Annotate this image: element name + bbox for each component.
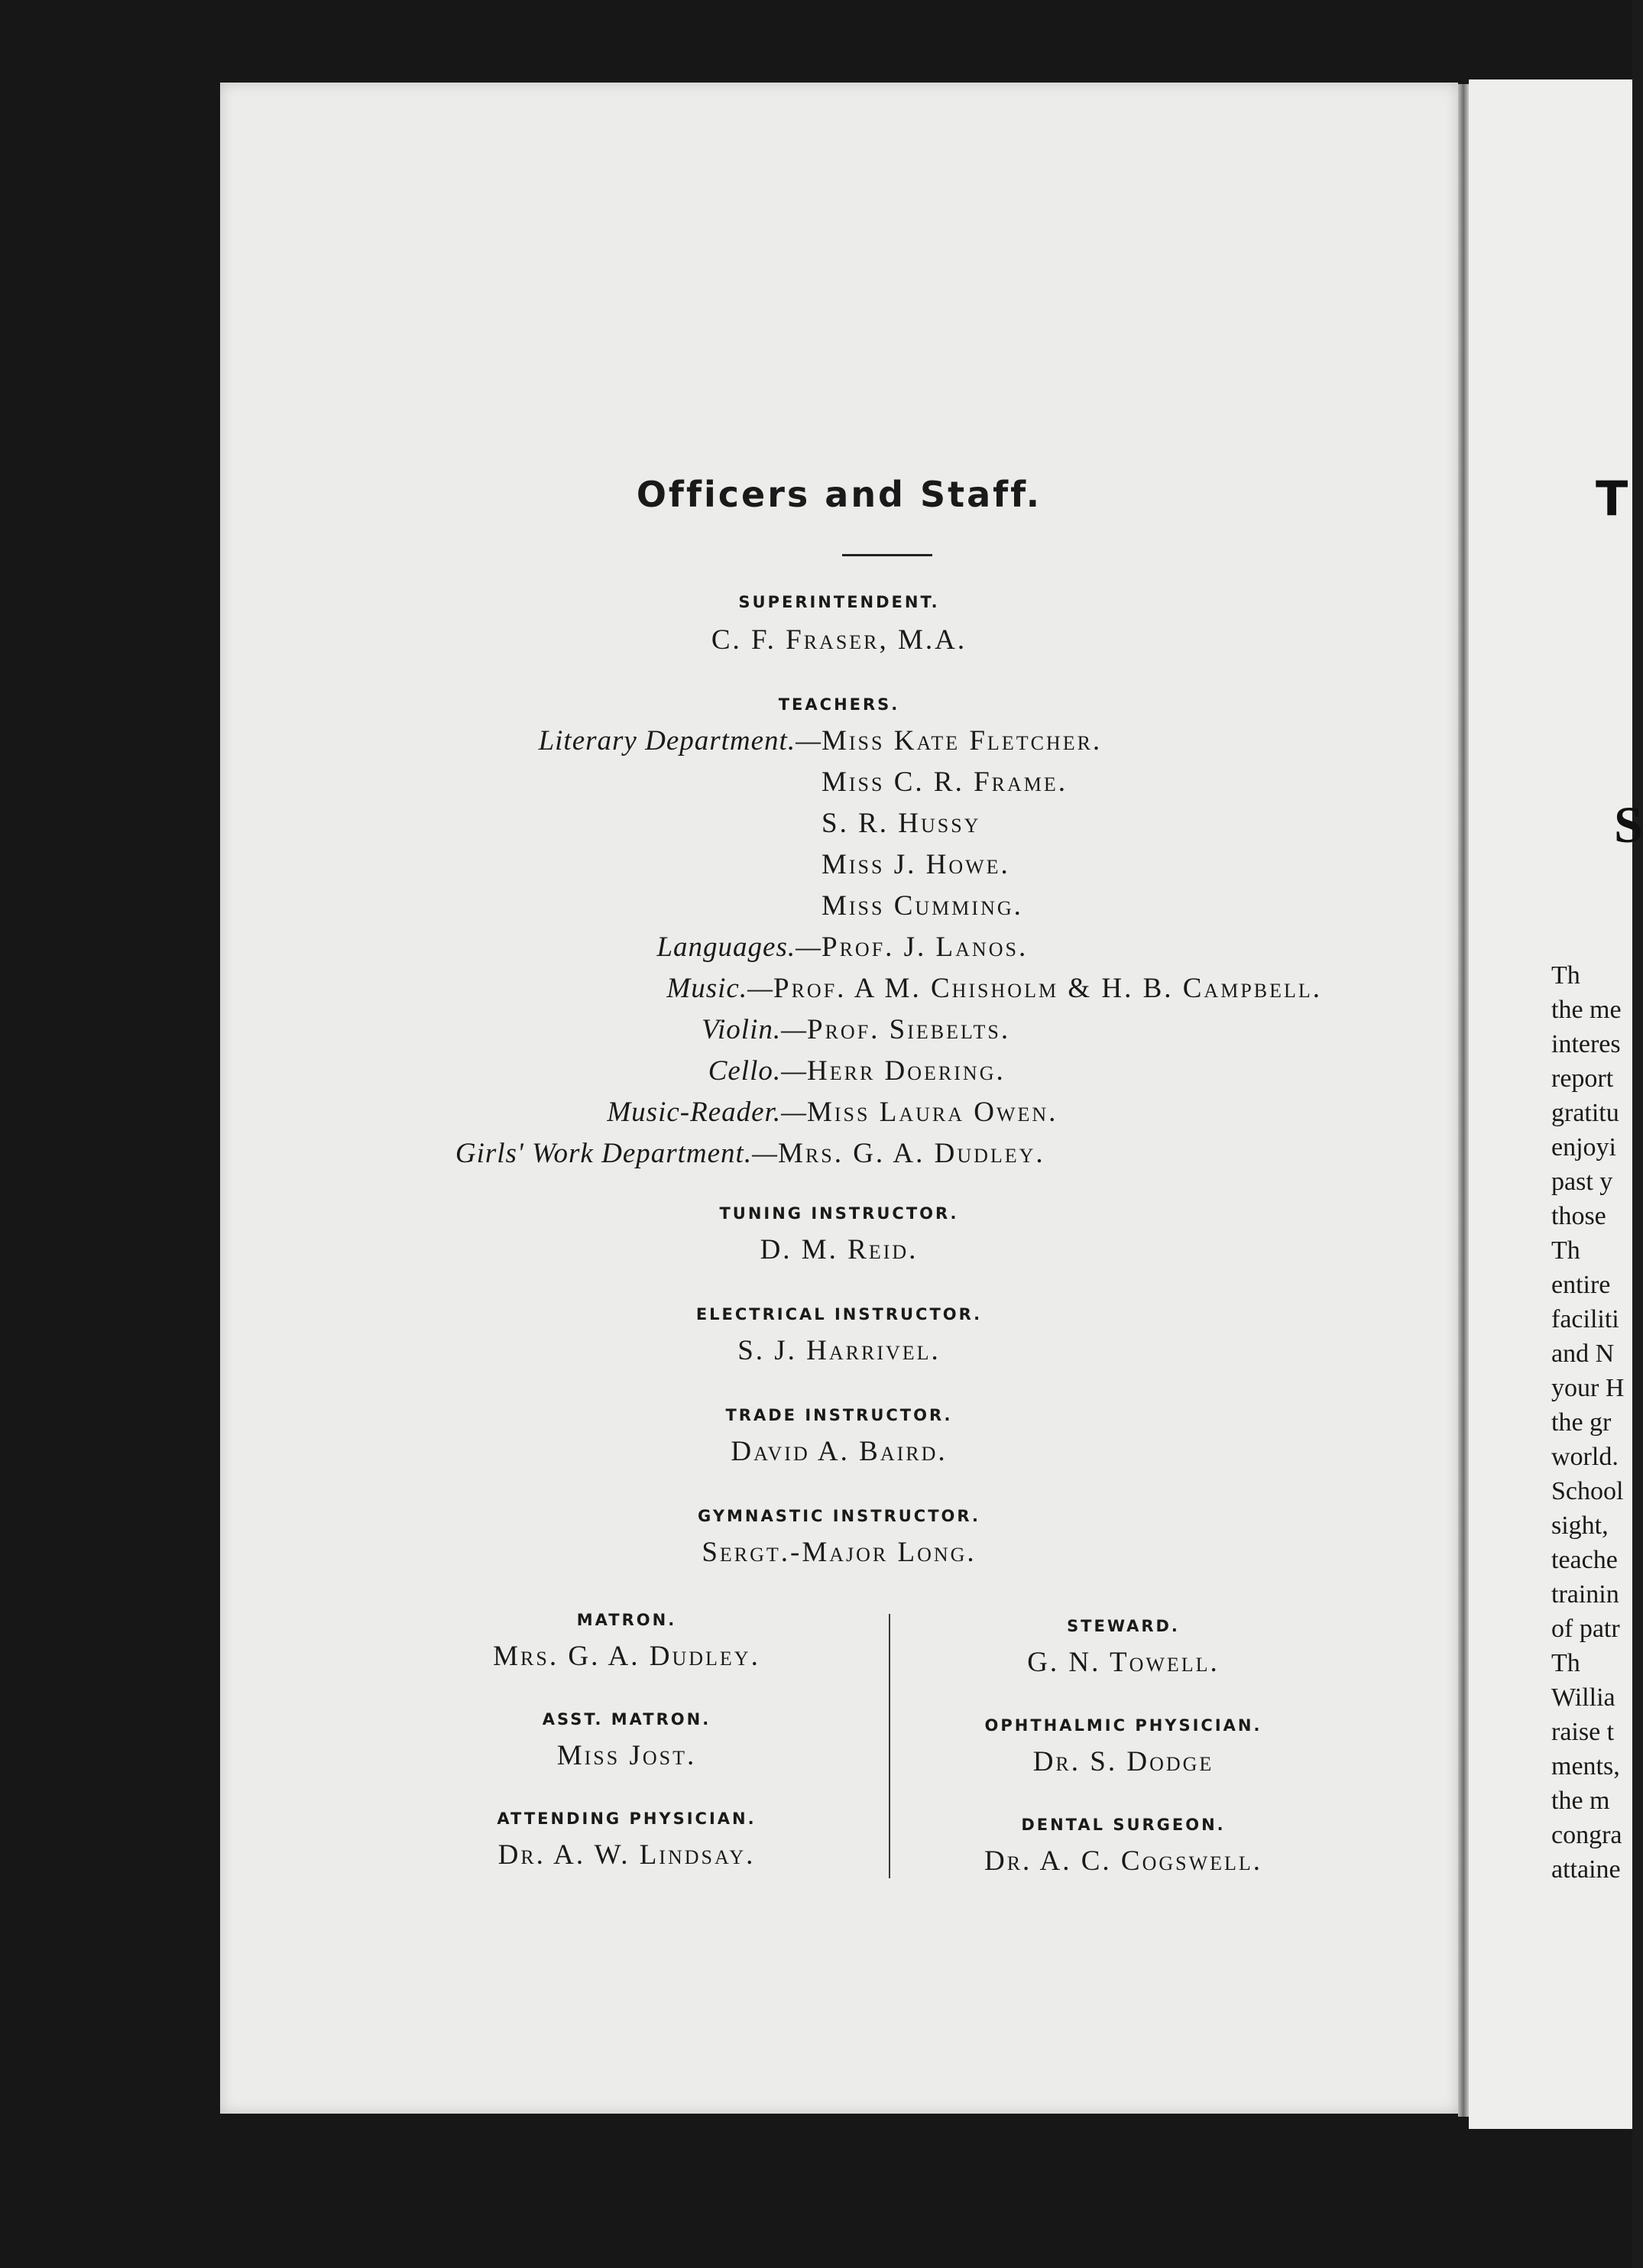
facing-line: of patr <box>1551 1615 1620 1643</box>
teacher-name: Miss Kate Fletcher. <box>822 725 1103 757</box>
teacher-name: Prof. Siebelts. <box>807 1014 1011 1045</box>
department-label: Music.— <box>666 973 773 1004</box>
facing-heading-fragment: T <box>1596 471 1628 526</box>
teacher-name: S. R. Hussy <box>822 808 981 839</box>
teacher-name: Miss Laura Owen. <box>807 1097 1058 1128</box>
teacher-name: Herr Doering. <box>807 1055 1006 1087</box>
department-label: Cello.— <box>708 1055 807 1087</box>
facing-line: entire <box>1551 1271 1611 1299</box>
instructor-name: David A. Baird. <box>731 1436 948 1467</box>
department-label: Music-Reader.— <box>607 1097 807 1128</box>
teacher-name: Prof. J. Lanos. <box>822 932 1029 963</box>
instructor-name: Sergt.-Major Long. <box>702 1537 977 1568</box>
instructor-name: S. J. Harrivel. <box>737 1335 941 1366</box>
teacher-row <box>220 807 1458 845</box>
staff-name: Mrs. G. A. Dudley. <box>493 1641 760 1672</box>
teacher-name: Miss Cumming. <box>822 890 1023 922</box>
staff-name: Dr. A. C. Cogswell. <box>984 1845 1263 1877</box>
facing-line: Th <box>1551 961 1580 990</box>
instructor-label: GYMNASTIC INSTRUCTOR. <box>698 1507 980 1525</box>
facing-line: those <box>1551 1202 1606 1230</box>
department-label: Violin.— <box>702 1014 807 1045</box>
facing-line: report <box>1551 1064 1614 1093</box>
staff-label: OPHTHALMIC PHYSICIAN. <box>984 1716 1262 1735</box>
instructor-label: TRADE INSTRUCTOR. <box>725 1406 953 1424</box>
facing-line: gratitu <box>1551 1099 1619 1127</box>
teacher-row <box>220 848 1458 886</box>
facing-line: the me <box>1551 996 1622 1024</box>
facing-line: sight, <box>1551 1511 1609 1540</box>
facing-line: enjoyi <box>1551 1133 1616 1162</box>
facing-line: trainin <box>1551 1580 1619 1609</box>
teacher-name: Miss C. R. Frame. <box>822 766 1068 798</box>
instructor-label: ELECTRICAL INSTRUCTOR. <box>695 1305 983 1324</box>
teacher-name: Miss J. Howe. <box>822 849 1010 880</box>
teachers-label: TEACHERS. <box>778 695 900 714</box>
book-spine <box>1458 84 1469 2117</box>
teacher-name: Prof. A M. Chisholm & H. B. Campbell. <box>773 973 1323 1004</box>
teacher-name: Mrs. G. A. Dudley. <box>778 1138 1045 1169</box>
facing-line: faciliti <box>1551 1305 1619 1333</box>
facing-line: Willia <box>1551 1683 1615 1712</box>
facing-section-fragment: S <box>1614 795 1643 854</box>
staff-label: DENTAL SURGEON. <box>1021 1816 1226 1834</box>
facing-line: the m <box>1551 1787 1610 1815</box>
department-label: Literary Department.— <box>538 725 822 757</box>
staff-label: ASST. MATRON. <box>542 1710 711 1729</box>
teacher-row <box>220 972 1458 1010</box>
title-rule <box>842 554 932 556</box>
facing-line: attaine <box>1551 1855 1621 1884</box>
column-divider <box>889 1614 890 1878</box>
teacher-row <box>220 724 1458 763</box>
facing-line: past y <box>1551 1168 1613 1196</box>
instructor-label: TUNING INSTRUCTOR. <box>719 1204 959 1223</box>
page-title: Officers and Staff. <box>636 474 1042 515</box>
facing-line: School <box>1551 1477 1624 1505</box>
superintendent-name: C. F. Fraser, M.A. <box>711 624 967 656</box>
staff-name: Miss Jost. <box>556 1740 697 1771</box>
teacher-row <box>220 931 1458 969</box>
staff-name: Dr. A. W. Lindsay. <box>497 1839 756 1871</box>
facing-line: interes <box>1551 1030 1621 1058</box>
instructor-name: D. M. Reid. <box>760 1234 919 1265</box>
facing-line: Th <box>1551 1649 1580 1677</box>
facing-line: world. <box>1551 1443 1619 1471</box>
department-label: Girls' Work Department.— <box>455 1138 778 1169</box>
staff-label: MATRON. <box>576 1611 677 1629</box>
teacher-row <box>220 766 1458 804</box>
facing-line: raise t <box>1551 1718 1615 1746</box>
facing-line: the gr <box>1551 1408 1612 1437</box>
staff-name: Dr. S. Dodge <box>1032 1746 1214 1777</box>
facing-line: ments, <box>1551 1752 1620 1780</box>
teacher-row <box>220 1055 1458 1093</box>
teacher-row <box>220 1137 1458 1175</box>
facing-line: your H <box>1551 1374 1625 1402</box>
facing-line: congra <box>1551 1821 1622 1849</box>
teacher-row <box>220 1013 1458 1051</box>
superintendent-label: SUPERINTENDENT. <box>738 593 940 611</box>
staff-label: STEWARD. <box>1067 1617 1180 1635</box>
department-label: Languages.— <box>656 932 822 963</box>
facing-line: and N <box>1551 1340 1615 1368</box>
facing-line: Th <box>1551 1236 1580 1265</box>
teacher-row <box>220 889 1458 928</box>
staff-label: ATTENDING PHYSICIAN. <box>497 1810 757 1828</box>
staff-name: G. N. Towell. <box>1027 1647 1220 1678</box>
teacher-row <box>220 1096 1458 1134</box>
facing-line: teache <box>1551 1546 1618 1574</box>
